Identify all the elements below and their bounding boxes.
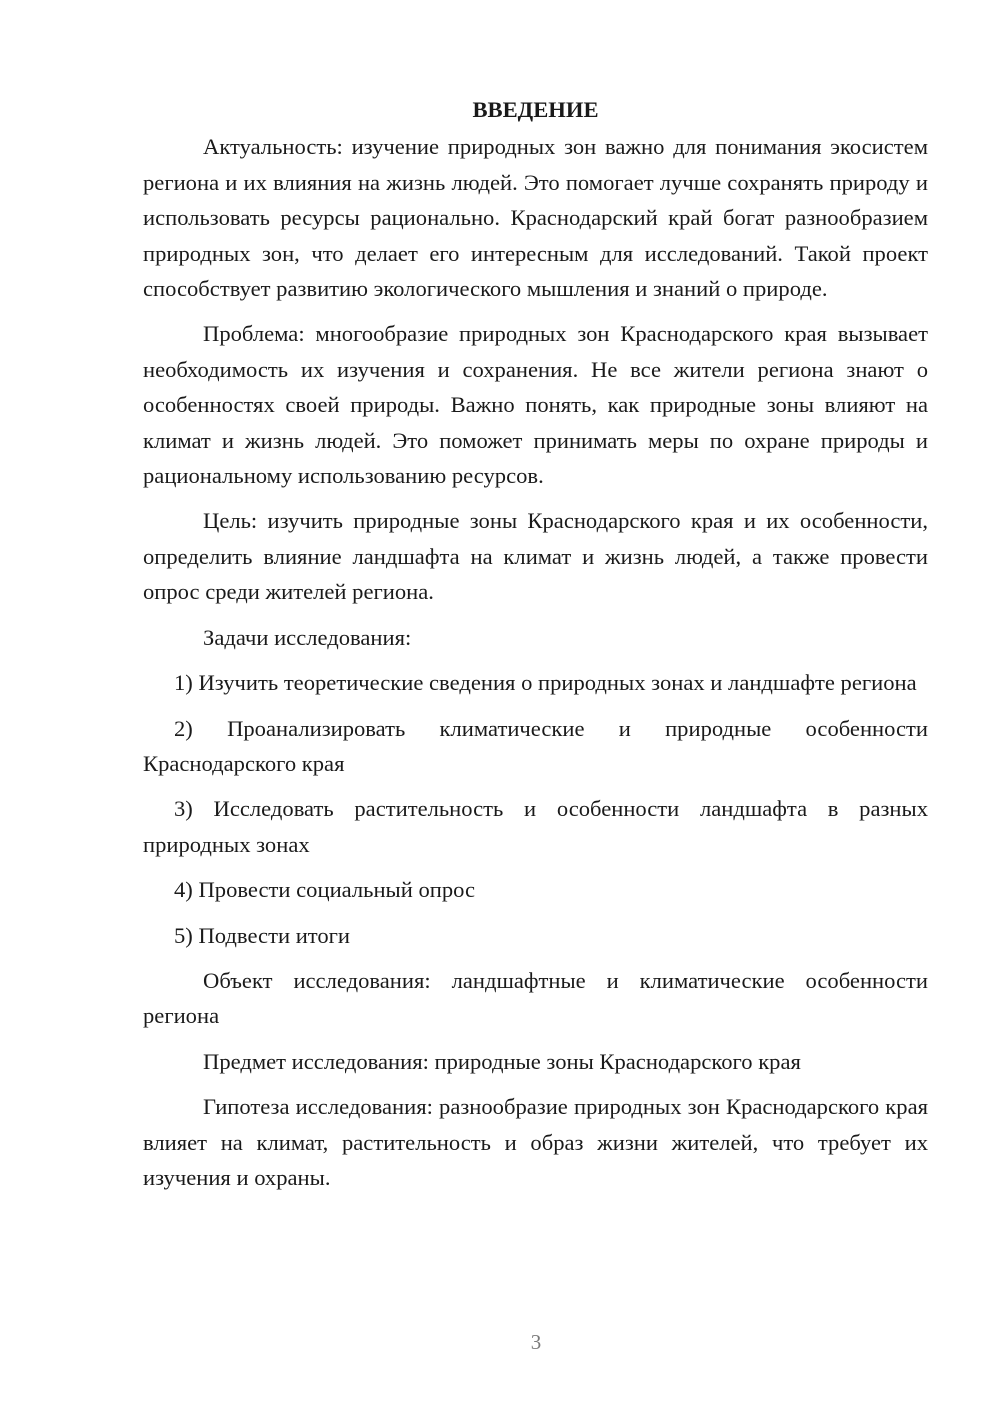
document-page <box>143 92 928 1205</box>
page-title: ВВЕДЕНИЕ <box>472 97 599 122</box>
tasks-heading: Задачи исследования: <box>203 624 412 650</box>
task-item-4: 4) Провести социальный опрос <box>174 877 476 903</box>
paragraph-object: Объект исследования: ландшафтные и климатические особенности региона <box>143 967 928 1029</box>
paragraph-hypothesis: Гипотеза исследования: разнообразие природных зон Краснодарского края влияет на климат, растительность и образ жизни жителей, что требует их изучения и охраны. <box>143 1094 928 1190</box>
paragraph-goal: Цель: изучить природные зоны Краснодарского края и их особенности, определить влияние ландшафта на климат и жизнь людей, а также провести опрос среди жителей региона. <box>143 508 928 605</box>
task-item-5: 5) Подвести итоги <box>174 922 351 948</box>
page-number: 3 <box>530 1330 542 1354</box>
paragraph-subject: Предмет исследования: природные зоны Краснодарского края <box>203 1048 801 1074</box>
paragraph-problem: Проблема: многообразие природных зон Краснодарского края вызывает необходимость их изучения и сохранения. Не все жители региона знают о особенностях своей природы. Важно понять, как природные зоны влияют на климат и жизнь людей. Это поможет принимать меры по охране природы и рациональному использованию ресурсов. <box>143 321 928 489</box>
task-item-3: 3) Исследовать растительность и особенности ландшафта в разных природных зонах <box>143 796 928 857</box>
task-item-2: 2) Проанализировать климатические и природные особенности Краснодарского края <box>143 715 928 776</box>
paragraph-relevance: Актуальность: изучение природных зон важно для понимания экосистем региона и их влияния на жизнь людей. Это помогает лучше сохранять природу и использовать ресурсы рационально. Краснодарский край богат разнообразием природных зон, что делает его интересным для исследований. Такой проект способствует развитию экологического мышления и знаний о природе. <box>143 134 928 302</box>
task-item-1: 1) Изучить теоретические сведения о природных зонах и ландшафте региона <box>174 670 917 696</box>
